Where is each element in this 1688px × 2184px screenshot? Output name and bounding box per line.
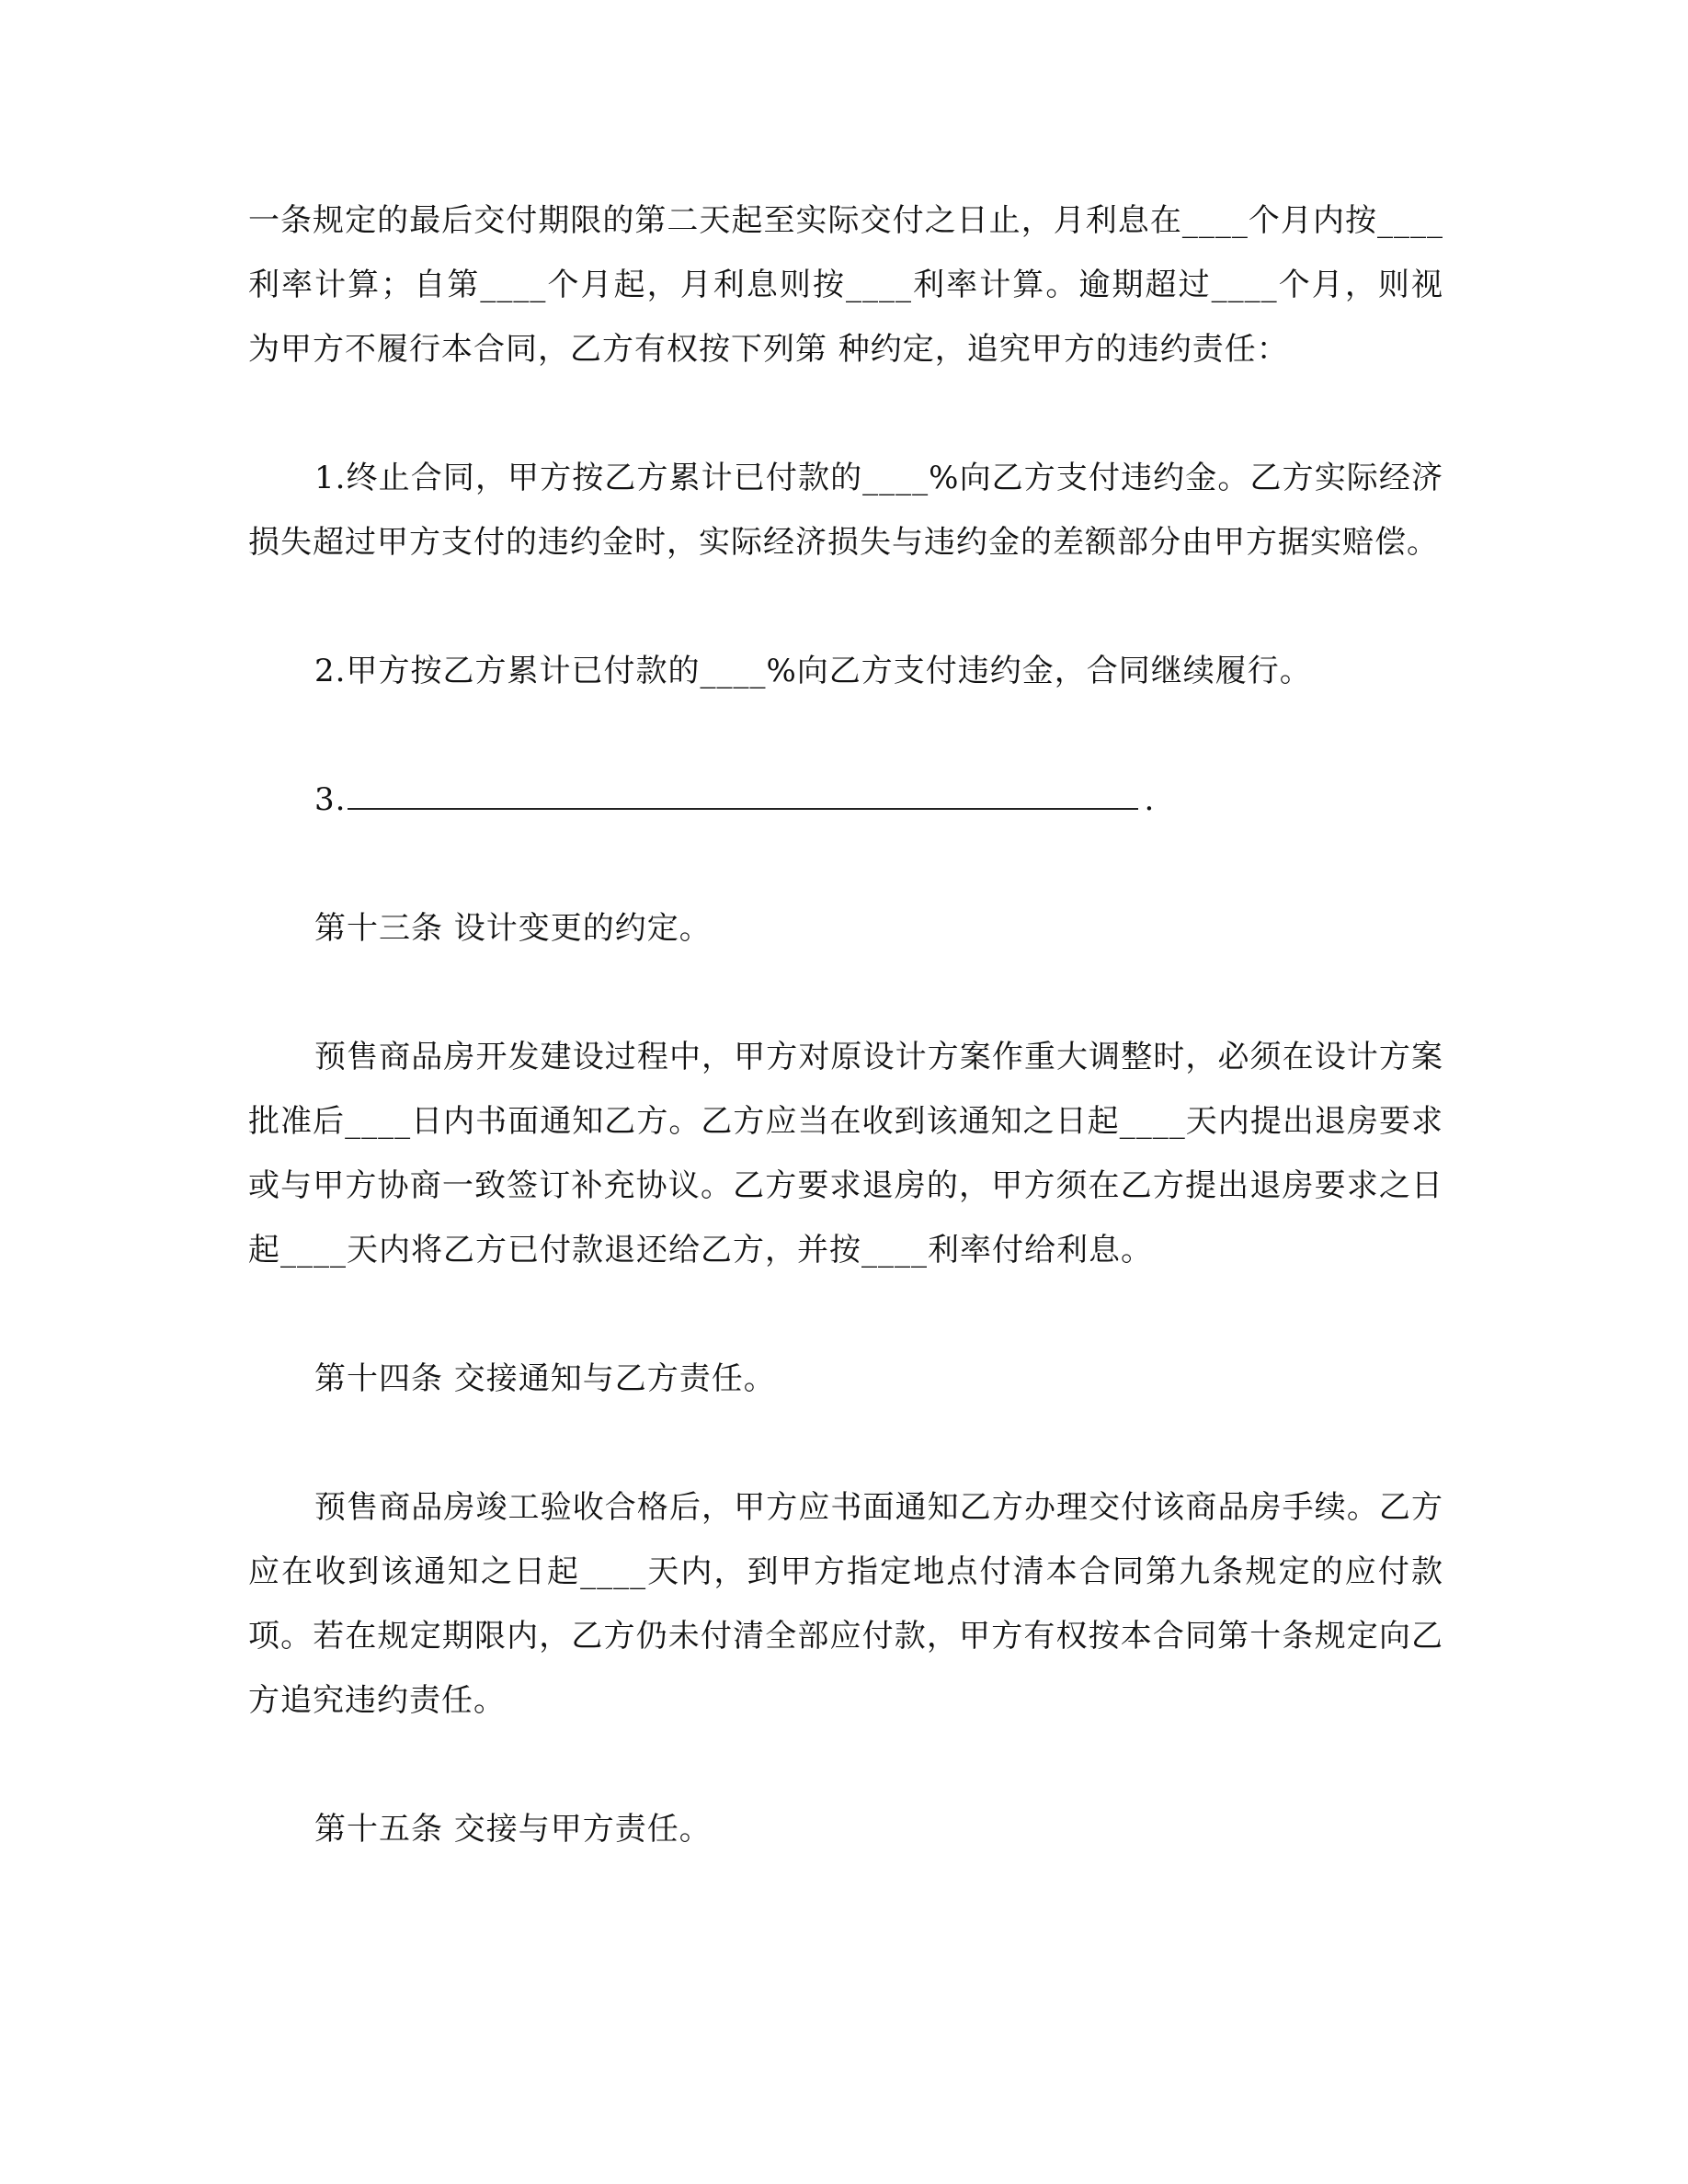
paragraph-penalty-interest: 一条规定的最后交付期限的第二天起至实际交付之日止，月利息在____个月内按____利率计算；自第____个月起，月利息则按____利率计算。逾期超过____个月，则视为甲方不履行本合同，乙方有权按下列第 种约定，追究甲方的违约责任： — [248, 202, 1443, 368]
item-3-period: . — [1144, 781, 1156, 818]
article-13-body: 预售商品房开发建设过程中，甲方对原设计方案作重大调整时，必须在设计方案批准后____日内书面通知乙方。乙方应当在收到该通知之日起____天内提出退房要求或与甲方协商一致签订补充协议。乙方要求退房的，甲方须在乙方提出退房要求之日起____天内将乙方已付款退还给乙方，并按____利率付给利息。 — [248, 1039, 1443, 1268]
article-14-heading: 第十四条 交接通知与乙方责任。 — [314, 1360, 776, 1397]
blank-fill-line — [348, 777, 1138, 810]
article-14-body: 预售商品房竣工验收合格后，甲方应书面通知乙方办理交付该商品房手续。乙方应在收到该通知之日起____天内，到甲方指定地点付清本合同第九条规定的应付款项。若在规定期限内，乙方仍未付清全部应付款，甲方有权按本合同第十条规定向乙方追究违约责任。 — [248, 1489, 1443, 1719]
paragraph-item-2: 2.甲方按乙方累计已付款的____%向乙方支付违约金，合同继续履行。 — [314, 653, 1312, 689]
document-page — [248, 188, 1443, 1861]
article-13-heading: 第十三条 设计变更的约定。 — [314, 910, 712, 947]
paragraph-item-3 — [248, 768, 1443, 832]
paragraph-item-1: 1.终止合同，甲方按乙方累计已付款的____%向乙方支付违约金。乙方实际经济损失超过甲方支付的违约金时，实际经济损失与违约金的差额部分由甲方据实赔偿。 — [248, 460, 1443, 561]
item-3-number: 3. — [314, 781, 347, 818]
article-15-heading: 第十五条 交接与甲方责任。 — [314, 1811, 712, 1848]
